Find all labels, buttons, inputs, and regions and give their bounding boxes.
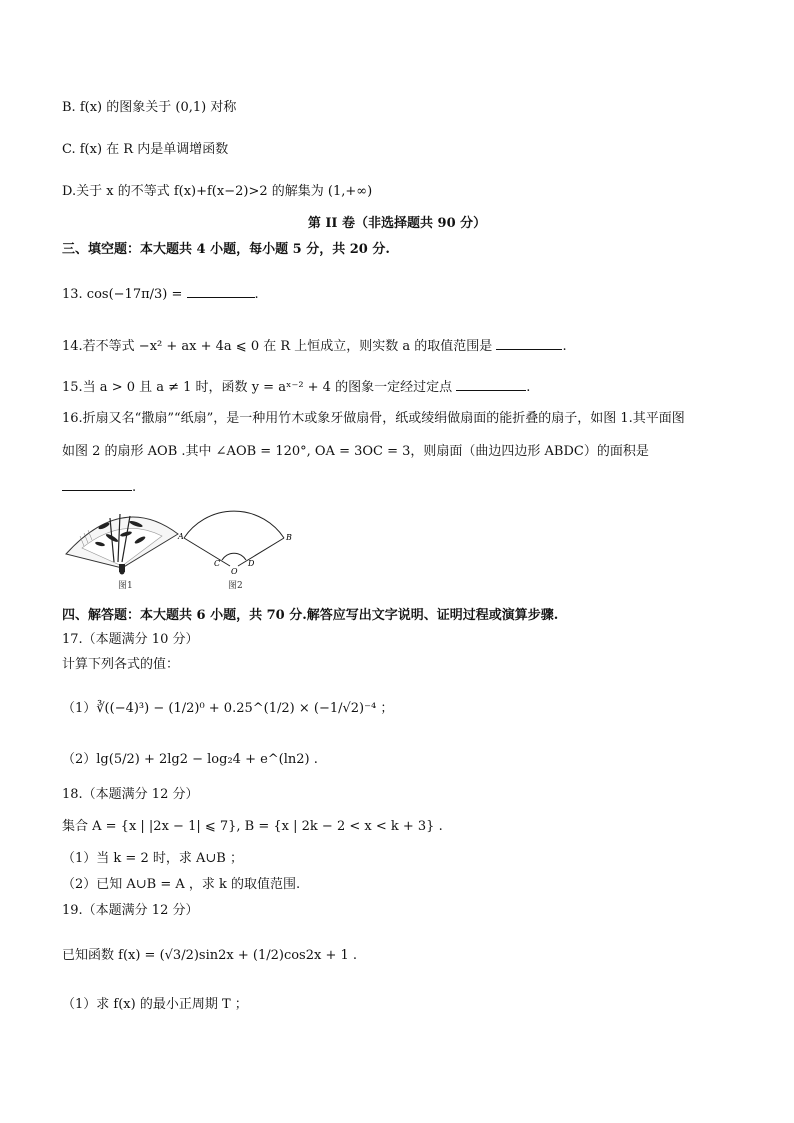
question-17-title: 17.（本题满分 10 分）	[62, 632, 199, 647]
question-19-title: 19.（本题满分 12 分）	[62, 903, 199, 918]
answer-blank-15	[456, 378, 526, 391]
question-15-text: 15.当 a > 0 且 a ≠ 1 时，函数 y = aˣ⁻² + 4 的图象一定经过定点	[62, 380, 453, 395]
answer-blank-16	[62, 478, 132, 491]
fill-heading: 三、填空题：本大题共 4 小题，每小题 5 分，共 20 分.	[62, 242, 390, 257]
question-15: 15.当 a > 0 且 a ≠ 1 时，函数 y = aˣ⁻² + 4 的图象一定经过定点 .	[62, 380, 531, 395]
question-14: 14.若不等式 −x² + ax + 4a ⩽ 0 在 R 上恒成立，则实数 a 的取值范围是 .	[62, 339, 567, 354]
question-17-prompt: 计算下列各式的值：	[62, 657, 180, 672]
solve-heading: 四、解答题：本大题共 6 小题，共 70 分.解答应写出文字说明、证明过程或演算步骤.	[62, 608, 559, 623]
fan-illustration	[60, 506, 190, 576]
sector-diagram	[178, 500, 298, 580]
label-b: B	[286, 533, 292, 542]
answer-blank-13	[187, 285, 255, 298]
question-14-text: 14.若不等式 −x² + ax + 4a ⩽ 0 在 R 上恒成立，则实数 a 的取值范围是	[62, 339, 493, 354]
question-13-text: 13. cos(−17π/3) =	[62, 287, 183, 302]
label-c: C	[214, 559, 221, 568]
figure-2-caption: 图2	[228, 581, 243, 591]
answer-blank-14	[496, 337, 562, 350]
question-18-part1: （1）当 k = 2 时，求 A∪B ；	[62, 851, 243, 866]
option-d: D.关于 x 的不等式 f(x)+f(x−2)>2 的解集为 (1,+∞)	[62, 184, 373, 199]
question-18-part2: （2）已知 A∪B = A ，求 k 的取值范围.	[62, 877, 301, 892]
question-13: 13. cos(−17π/3) = .	[62, 287, 259, 302]
question-16-blank-line: .	[62, 478, 136, 497]
option-b: B. f(x) 的图象关于 (0,1) 对称	[62, 100, 237, 115]
question-18-title: 18.（本题满分 12 分）	[62, 787, 199, 802]
question-19-part1: （1）求 f(x) 的最小正周期 T ；	[62, 997, 248, 1012]
option-c: C. f(x) 在 R 内是单调增函数	[62, 142, 229, 157]
label-d: D	[248, 559, 255, 568]
fan-label-a: A	[178, 532, 184, 541]
question-17-part2: （2）lg(5/2) + 2lg2 − log₂4 + e^(ln2) .	[62, 752, 318, 767]
figure-1-caption: 图1	[118, 581, 133, 591]
section2-title: 第 II 卷（非选择题共 90 分）	[307, 216, 487, 231]
question-17-part1: （1）∛((−4)³) − (1/2)⁰ + 0.25^(1/2) × (−1/√2)⁻⁴ ；	[62, 701, 394, 716]
question-19-function: 已知函数 f(x) = (√3/2)sin2x + (1/2)cos2x + 1 .	[62, 948, 358, 963]
label-o: O	[231, 567, 238, 576]
question-18-set: 集合 A = {x | |2x − 1| ⩽ 7}, B = {x | 2k − 2 < x < k + 3} .	[62, 819, 443, 834]
question-16-line2: 如图 2 的扇形 AOB .其中 ∠AOB = 120°, OA = 3OC = 3，则扇面（曲边四边形 ABDC）的面积是	[62, 444, 649, 459]
question-16-line1: 16.折扇又名“撒扇”“纸扇”，是一种用竹木或象牙做扇骨，纸或绫绢做扇面的能折叠的扇子，如图 1.其平面图	[62, 411, 685, 426]
